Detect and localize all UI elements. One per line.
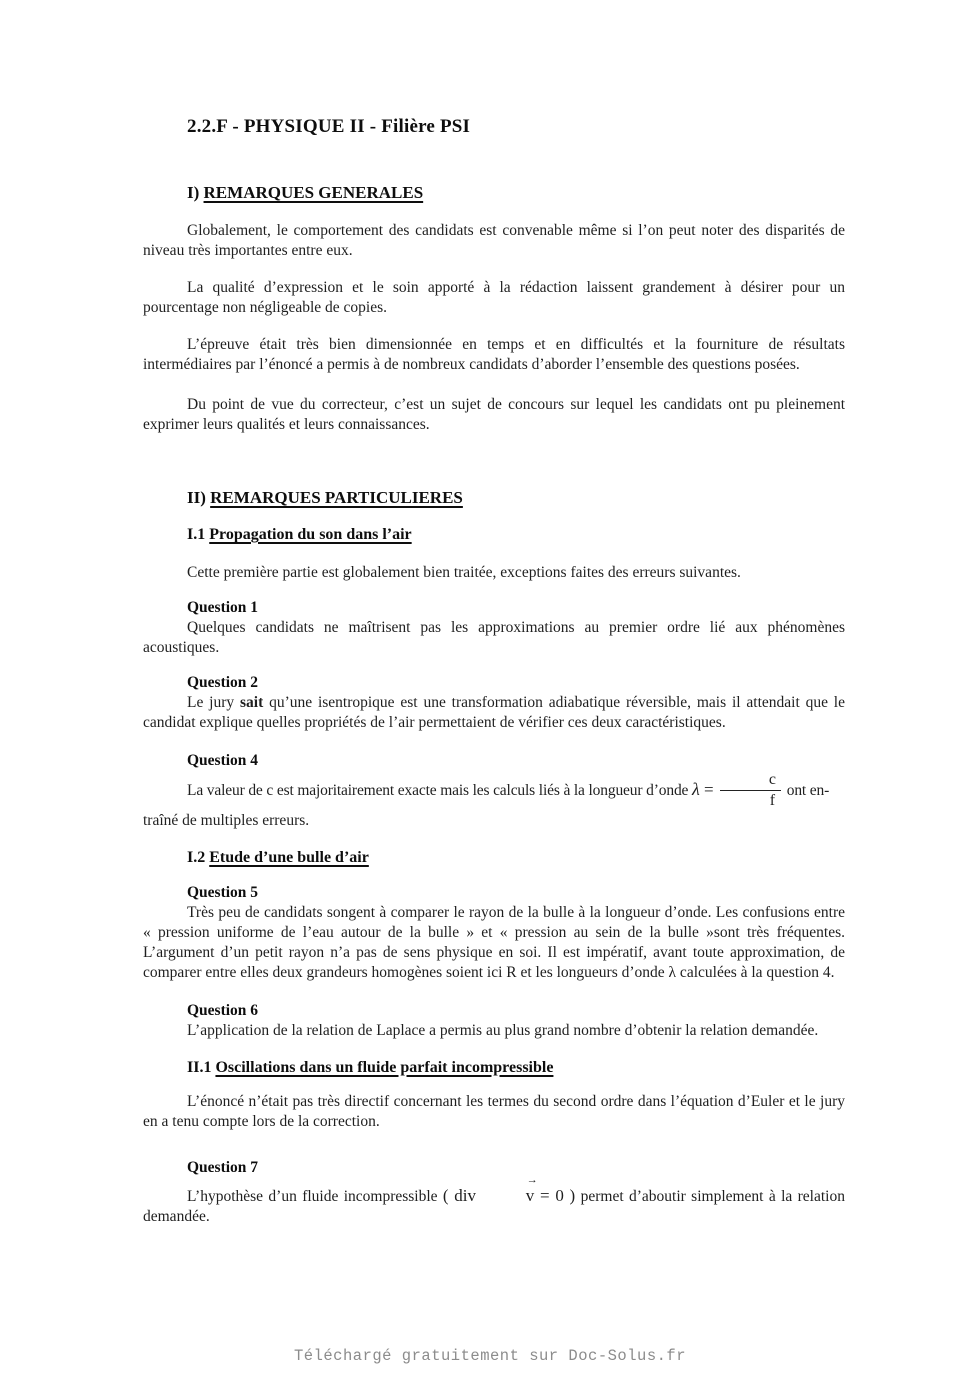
section-number: II): [187, 488, 211, 507]
question-7-body: [143, 1173, 845, 1227]
question-7-text-before: L’hypothèse d’un fluide incompressible: [187, 1187, 443, 1205]
question-2-text-after: qu’une isentropique est une transformation adiabatique réversible, mais il attendait que le candidat explique quelles propriétés de l’air permettaient de vérifier ces deux caractéristiques.: [143, 694, 845, 731]
question-2-bold-word: sait: [239, 694, 264, 711]
subsection-label: Etude d’une bulle d’air: [209, 848, 369, 866]
question-7-block: [143, 1158, 845, 1227]
fraction-numerator: c: [720, 771, 781, 791]
question-4-body: [143, 771, 845, 811]
question-6-heading: Question 6: [187, 1001, 259, 1019]
subsection-number: I.2: [187, 848, 210, 866]
question-4-text-before: La valeur de c est majoritairement exacte mais les calculs liés à la longueur d’onde: [187, 781, 692, 799]
heading-remarques-generales: [187, 182, 845, 203]
paragraph-general-3: L’épreuve était très bien dimensionnée en temps et en difficultés et la fourniture de résultats intermédiaires par l’énoncé a permis à de nombreux candidats d’aborder l’ensemble des questions posées.: [143, 336, 845, 373]
fraction-c-over-f: [720, 771, 781, 811]
formula-open: ( div: [442, 1185, 482, 1205]
subsection-number: II.1: [187, 1058, 216, 1076]
question-4-text-after: ont en-: [783, 781, 830, 799]
section-label: REMARQUES PARTICULIERES: [210, 488, 463, 507]
paragraph-general-2: La qualité d’expression et le soin apporté à la rédaction laissent grandement à désirer pour un pourcentage non négligeable de copies.: [143, 279, 845, 316]
paragraph-part1-intro: Cette première partie est globalement bien traitée, exceptions faites des erreurs suivantes.: [187, 564, 741, 581]
paragraph-general-1: Globalement, le comportement des candidats est convenable même si l’on peut noter des disparités de niveau très importantes entre eux.: [143, 222, 845, 259]
vector-arrow-icon: →: [526, 1173, 538, 1186]
subsection-number: I.1: [187, 526, 210, 543]
question-7-heading: Question 7: [187, 1158, 259, 1176]
question-1-heading: Question 1: [187, 599, 259, 616]
question-7-text-after: permet d’aboutir simplement à la relation demandée.: [143, 1187, 845, 1225]
question-1-body: Quelques candidats ne maîtrisent pas les approximations au premier ordre lié aux phénomènes acoustiques.: [143, 619, 845, 656]
heading-etude-bulle-air: [187, 847, 845, 868]
footer-watermark: Téléchargé gratuitement sur Doc-Solus.fr: [293, 1347, 687, 1365]
question-4-block: [143, 751, 845, 831]
question-1-block: [143, 598, 845, 658]
paragraph-part21-intro: L’énoncé n’était pas très directif concernant les termes du second ordre dans l’équation d’Euler et le jury en a tenu compte lors de la correction.: [143, 1092, 845, 1130]
heading-propagation-du-son: [187, 524, 845, 545]
div-v-formula: [442, 1173, 576, 1205]
subsection-label: Oscillations dans un fluide parfait incompressible: [215, 1058, 554, 1076]
question-5-block: [143, 883, 845, 983]
question-4-heading: Question 4: [187, 752, 259, 769]
question-6-block: [143, 1001, 845, 1041]
document-content: [143, 0, 845, 1227]
heading-oscillations-fluide: [187, 1057, 845, 1078]
vector-v: [482, 1173, 538, 1206]
section-number: I): [187, 183, 204, 202]
subsection-label: Propagation du son dans l’air: [209, 526, 412, 543]
heading-remarques-particulieres: [187, 487, 845, 508]
document-title: 2.2.F - PHYSIQUE II - Filière PSI: [187, 116, 471, 137]
question-5-heading: Question 5: [187, 883, 259, 901]
equals-sign: =: [704, 779, 714, 799]
paragraph-general-4: Du point de vue du correcteur, c’est un sujet de concours sur lequel les candidats ont pu pleinement exprimer leurs qualités et leurs connaissances.: [143, 396, 845, 433]
question-2-block: [143, 673, 845, 733]
question-4-continuation: traîné de multiples erreurs.: [143, 811, 310, 829]
lambda-symbol: λ: [692, 778, 700, 799]
section-label: REMARQUES GENERALES: [203, 183, 424, 202]
fraction-denominator: f: [769, 792, 776, 810]
question-6-body: L’application de la relation de Laplace a permis au plus grand nombre d’obtenir la relation demandée.: [187, 1021, 819, 1039]
question-5-body: Très peu de candidats songent à comparer le rayon de la bulle à la longueur d’onde. Les confusions entre « pression uniforme de l’eau autour de la bulle » et « pression au sein de la bulle »sont très fréquentes. L’argument d’un petit rayon n’a pas de sens physique en soi. Il est impératif, avant toute approximation, de comparer entre elles deux grandeurs homogènes soient ici R et les longueurs d’onde λ calculées à la question 4.: [143, 903, 845, 981]
vector-symbol: v: [525, 1185, 535, 1205]
question-2-body: [143, 693, 845, 733]
lambda-formula: [692, 771, 783, 810]
formula-close: = 0 ): [534, 1185, 576, 1205]
question-2-heading: Question 2: [187, 674, 259, 691]
question-2-text-before: Le jury: [187, 694, 240, 711]
